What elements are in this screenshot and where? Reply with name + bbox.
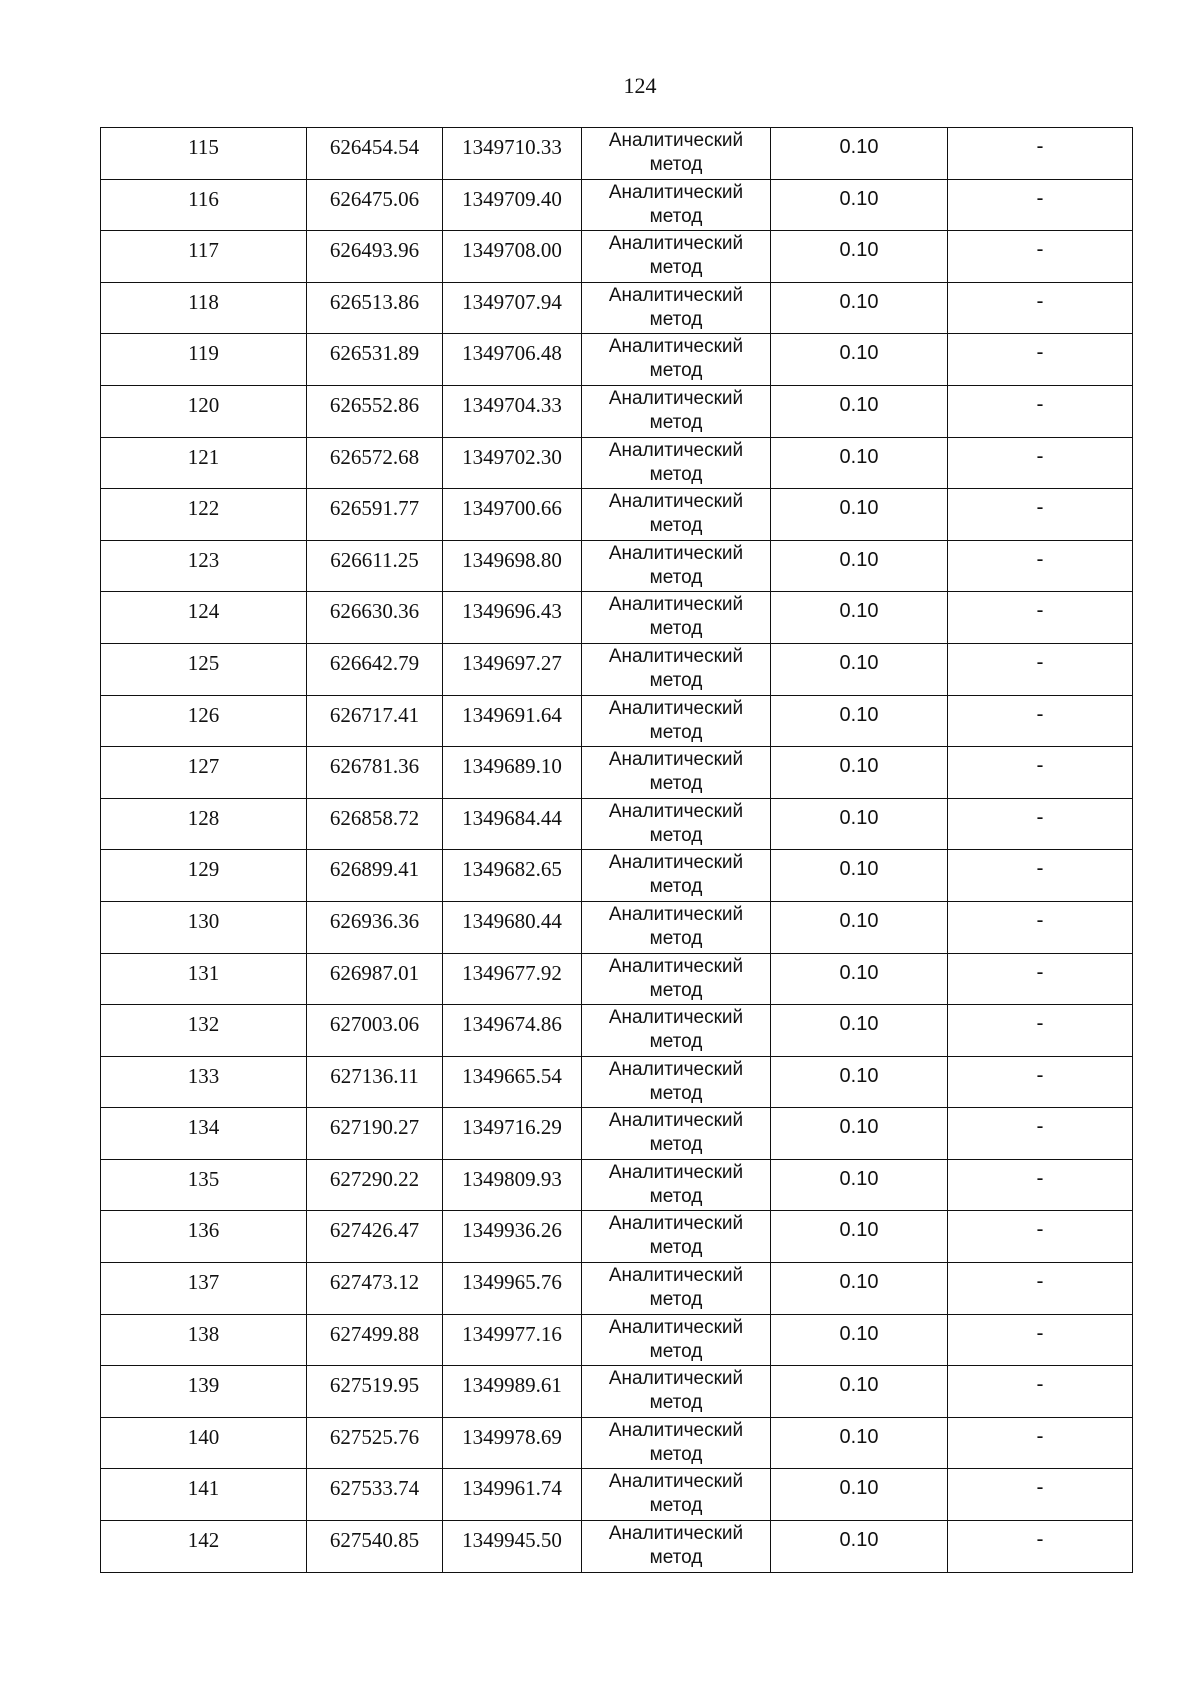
error-cell: 0.10 (771, 953, 948, 1005)
error-cell: 0.10 (771, 437, 948, 489)
x-coordinate-cell: 626591.77 (307, 489, 443, 541)
method-cell (582, 850, 771, 902)
method-line-1: Аналитический (608, 697, 744, 719)
method-line-1: Аналитический (608, 1419, 744, 1441)
method-line-1: Аналитический (608, 1110, 744, 1132)
method-line-2: метод (649, 824, 703, 846)
table-row (101, 953, 1133, 1005)
x-coordinate-cell: 626717.41 (307, 695, 443, 747)
point-number-cell: 136 (101, 1211, 307, 1263)
note-cell: - (948, 1108, 1133, 1160)
point-number-cell: 139 (101, 1366, 307, 1418)
method-line-2: метод (649, 618, 703, 640)
note-cell: - (948, 437, 1133, 489)
note-cell: - (948, 747, 1133, 799)
point-number-cell: 116 (101, 179, 307, 231)
note-cell: - (948, 1314, 1133, 1366)
table-row (101, 1211, 1133, 1263)
y-coordinate-cell: 1349680.44 (443, 901, 582, 953)
x-coordinate-cell: 626552.86 (307, 385, 443, 437)
method-line-1: Аналитический (608, 336, 744, 358)
method-line-1: Аналитический (608, 1471, 744, 1493)
table-row (101, 489, 1133, 541)
x-coordinate-cell: 627426.47 (307, 1211, 443, 1263)
table-row (101, 231, 1133, 283)
table-row (101, 540, 1133, 592)
x-coordinate-cell: 626987.01 (307, 953, 443, 1005)
method-line-2: метод (649, 515, 703, 537)
note-cell: - (948, 1211, 1133, 1263)
method-line-1: Аналитический (608, 1161, 744, 1183)
method-cell (582, 1159, 771, 1211)
method-line-1: Аналитический (608, 594, 744, 616)
note-cell: - (948, 540, 1133, 592)
method-cell (582, 1417, 771, 1469)
x-coordinate-cell: 626531.89 (307, 334, 443, 386)
method-cell (582, 179, 771, 231)
y-coordinate-cell: 1349689.10 (443, 747, 582, 799)
point-number-cell: 131 (101, 953, 307, 1005)
point-number-cell: 123 (101, 540, 307, 592)
method-cell (582, 231, 771, 283)
point-number-cell: 129 (101, 850, 307, 902)
point-number-cell: 118 (101, 282, 307, 334)
method-line-2: метод (649, 1082, 703, 1104)
method-line-2: метод (649, 927, 703, 949)
point-number-cell: 124 (101, 592, 307, 644)
x-coordinate-cell: 627003.06 (307, 1005, 443, 1057)
method-line-1: Аналитический (608, 1213, 744, 1235)
method-line-2: метод (649, 566, 703, 588)
note-cell: - (948, 798, 1133, 850)
table-row (101, 282, 1133, 334)
method-cell (582, 1005, 771, 1057)
table-row (101, 1521, 1133, 1573)
point-number-cell: 130 (101, 901, 307, 953)
method-line-1: Аналитический (608, 852, 744, 874)
note-cell: - (948, 282, 1133, 334)
x-coordinate-cell: 626899.41 (307, 850, 443, 902)
table-row (101, 1263, 1133, 1315)
point-number-cell: 115 (101, 128, 307, 180)
table-row (101, 179, 1133, 231)
method-line-2: метод (649, 721, 703, 743)
method-line-2: метод (649, 1392, 703, 1414)
x-coordinate-cell: 626858.72 (307, 798, 443, 850)
method-line-2: метод (649, 1443, 703, 1465)
method-line-2: метод (649, 308, 703, 330)
y-coordinate-cell: 1349684.44 (443, 798, 582, 850)
error-cell: 0.10 (771, 850, 948, 902)
method-line-1: Аналитический (608, 181, 744, 203)
method-cell (582, 747, 771, 799)
table-row (101, 1108, 1133, 1160)
method-line-2: метод (649, 1495, 703, 1517)
y-coordinate-cell: 1349977.16 (443, 1314, 582, 1366)
note-cell: - (948, 334, 1133, 386)
method-line-1: Аналитический (608, 284, 744, 306)
x-coordinate-cell: 627499.88 (307, 1314, 443, 1366)
error-cell: 0.10 (771, 1159, 948, 1211)
error-cell: 0.10 (771, 1108, 948, 1160)
method-line-1: Аналитический (608, 387, 744, 409)
error-cell: 0.10 (771, 1263, 948, 1315)
method-cell (582, 1521, 771, 1573)
y-coordinate-cell: 1349716.29 (443, 1108, 582, 1160)
method-line-1: Аналитический (608, 955, 744, 977)
method-line-2: метод (649, 1547, 703, 1569)
method-line-1: Аналитический (608, 1007, 744, 1029)
method-line-1: Аналитический (608, 1523, 744, 1545)
method-line-2: метод (649, 876, 703, 898)
error-cell: 0.10 (771, 1521, 948, 1573)
method-line-1: Аналитический (608, 1316, 744, 1338)
note-cell: - (948, 1159, 1133, 1211)
x-coordinate-cell: 626642.79 (307, 643, 443, 695)
method-cell (582, 1366, 771, 1418)
method-cell (582, 901, 771, 953)
note-cell: - (948, 231, 1133, 283)
method-cell (582, 540, 771, 592)
method-line-2: метод (649, 154, 703, 175)
error-cell: 0.10 (771, 901, 948, 953)
table-row (101, 695, 1133, 747)
table-row (101, 643, 1133, 695)
y-coordinate-cell: 1349710.33 (443, 128, 582, 180)
method-line-1: Аналитический (608, 491, 744, 513)
y-coordinate-cell: 1349945.50 (443, 1521, 582, 1573)
y-coordinate-cell: 1349978.69 (443, 1417, 582, 1469)
y-coordinate-cell: 1349677.92 (443, 953, 582, 1005)
x-coordinate-cell: 626781.36 (307, 747, 443, 799)
page-number: 124 (623, 73, 657, 98)
method-line-1: Аналитический (608, 749, 744, 771)
note-cell: - (948, 1417, 1133, 1469)
method-cell (582, 592, 771, 644)
method-line-1: Аналитический (608, 1368, 744, 1390)
note-cell: - (948, 1469, 1133, 1521)
error-cell: 0.10 (771, 798, 948, 850)
y-coordinate-cell: 1349682.65 (443, 850, 582, 902)
y-coordinate-cell: 1349702.30 (443, 437, 582, 489)
point-number-cell: 132 (101, 1005, 307, 1057)
method-cell (582, 385, 771, 437)
error-cell: 0.10 (771, 1469, 948, 1521)
point-number-cell: 122 (101, 489, 307, 541)
point-number-cell: 134 (101, 1108, 307, 1160)
table-row (101, 1005, 1133, 1057)
point-number-cell: 133 (101, 1056, 307, 1108)
point-number-cell: 126 (101, 695, 307, 747)
method-cell (582, 489, 771, 541)
method-cell (582, 282, 771, 334)
table-row (101, 850, 1133, 902)
y-coordinate-cell: 1349809.93 (443, 1159, 582, 1211)
table-row (101, 1366, 1133, 1418)
error-cell: 0.10 (771, 592, 948, 644)
method-cell (582, 798, 771, 850)
method-line-1: Аналитический (608, 800, 744, 822)
x-coordinate-cell: 627525.76 (307, 1417, 443, 1469)
method-line-1: Аналитический (608, 903, 744, 925)
y-coordinate-cell: 1349700.66 (443, 489, 582, 541)
note-cell: - (948, 953, 1133, 1005)
note-cell: - (948, 1263, 1133, 1315)
method-cell (582, 695, 771, 747)
method-cell (582, 437, 771, 489)
table-row (101, 385, 1133, 437)
x-coordinate-cell: 626936.36 (307, 901, 443, 953)
error-cell: 0.10 (771, 385, 948, 437)
table-row (101, 1056, 1133, 1108)
table-row (101, 1469, 1133, 1521)
method-line-1: Аналитический (608, 1058, 744, 1080)
point-number-cell: 125 (101, 643, 307, 695)
table-row (101, 1159, 1133, 1211)
table-row (101, 747, 1133, 799)
method-line-2: метод (649, 1237, 703, 1259)
error-cell: 0.10 (771, 643, 948, 695)
x-coordinate-cell: 626493.96 (307, 231, 443, 283)
error-cell: 0.10 (771, 179, 948, 231)
y-coordinate-cell: 1349709.40 (443, 179, 582, 231)
method-cell (582, 1056, 771, 1108)
error-cell: 0.10 (771, 128, 948, 180)
method-line-2: метод (649, 411, 703, 433)
point-number-cell: 137 (101, 1263, 307, 1315)
x-coordinate-cell: 626513.86 (307, 282, 443, 334)
point-number-cell: 141 (101, 1469, 307, 1521)
note-cell: - (948, 385, 1133, 437)
x-coordinate-cell: 626611.25 (307, 540, 443, 592)
x-coordinate-cell: 627190.27 (307, 1108, 443, 1160)
point-number-cell: 135 (101, 1159, 307, 1211)
method-line-2: метод (649, 979, 703, 1001)
coordinates-table (100, 127, 1133, 1573)
error-cell: 0.10 (771, 1056, 948, 1108)
error-cell: 0.10 (771, 1366, 948, 1418)
table-row (101, 1417, 1133, 1469)
error-cell: 0.10 (771, 1211, 948, 1263)
note-cell: - (948, 179, 1133, 231)
table-body (101, 128, 1133, 1573)
error-cell: 0.10 (771, 1005, 948, 1057)
method-line-2: метод (649, 1289, 703, 1311)
point-number-cell: 121 (101, 437, 307, 489)
table-row (101, 437, 1133, 489)
y-coordinate-cell: 1349698.80 (443, 540, 582, 592)
method-line-1: Аналитический (608, 542, 744, 564)
x-coordinate-cell: 626630.36 (307, 592, 443, 644)
y-coordinate-cell: 1349691.64 (443, 695, 582, 747)
method-line-2: метод (649, 1340, 703, 1362)
table-row (101, 798, 1133, 850)
note-cell: - (948, 643, 1133, 695)
x-coordinate-cell: 627540.85 (307, 1521, 443, 1573)
table-row (101, 901, 1133, 953)
error-cell: 0.10 (771, 231, 948, 283)
x-coordinate-cell: 626475.06 (307, 179, 443, 231)
method-line-2: метод (649, 463, 703, 485)
y-coordinate-cell: 1349697.27 (443, 643, 582, 695)
error-cell: 0.10 (771, 282, 948, 334)
note-cell: - (948, 1056, 1133, 1108)
x-coordinate-cell: 627473.12 (307, 1263, 443, 1315)
error-cell: 0.10 (771, 489, 948, 541)
method-cell (582, 1314, 771, 1366)
method-cell (582, 128, 771, 180)
note-cell: - (948, 128, 1133, 180)
note-cell: - (948, 489, 1133, 541)
x-coordinate-cell: 626572.68 (307, 437, 443, 489)
x-coordinate-cell: 627290.22 (307, 1159, 443, 1211)
note-cell: - (948, 901, 1133, 953)
y-coordinate-cell: 1349965.76 (443, 1263, 582, 1315)
table-row (101, 1314, 1133, 1366)
y-coordinate-cell: 1349708.00 (443, 231, 582, 283)
method-cell (582, 1211, 771, 1263)
error-cell: 0.10 (771, 334, 948, 386)
note-cell: - (948, 1005, 1133, 1057)
y-coordinate-cell: 1349665.54 (443, 1056, 582, 1108)
error-cell: 0.10 (771, 1417, 948, 1469)
method-line-2: метод (649, 360, 703, 382)
method-line-1: Аналитический (608, 233, 744, 255)
error-cell: 0.10 (771, 695, 948, 747)
method-line-1: Аналитический (608, 130, 744, 151)
table-row (101, 592, 1133, 644)
method-line-2: метод (649, 669, 703, 691)
y-coordinate-cell: 1349674.86 (443, 1005, 582, 1057)
method-line-2: метод (649, 257, 703, 279)
method-cell (582, 1469, 771, 1521)
method-line-2: метод (649, 1185, 703, 1207)
point-number-cell: 127 (101, 747, 307, 799)
y-coordinate-cell: 1349989.61 (443, 1366, 582, 1418)
method-cell (582, 1263, 771, 1315)
error-cell: 0.10 (771, 1314, 948, 1366)
y-coordinate-cell: 1349704.33 (443, 385, 582, 437)
note-cell: - (948, 1521, 1133, 1573)
x-coordinate-cell: 626454.54 (307, 128, 443, 180)
note-cell: - (948, 695, 1133, 747)
method-cell (582, 643, 771, 695)
method-line-1: Аналитический (608, 439, 744, 461)
y-coordinate-cell: 1349936.26 (443, 1211, 582, 1263)
method-line-2: метод (649, 1134, 703, 1156)
error-cell: 0.10 (771, 540, 948, 592)
y-coordinate-cell: 1349706.48 (443, 334, 582, 386)
method-cell (582, 334, 771, 386)
method-cell (582, 1108, 771, 1160)
method-line-2: метод (649, 1031, 703, 1053)
x-coordinate-cell: 627519.95 (307, 1366, 443, 1418)
y-coordinate-cell: 1349961.74 (443, 1469, 582, 1521)
method-line-2: метод (649, 205, 703, 227)
point-number-cell: 117 (101, 231, 307, 283)
method-cell (582, 953, 771, 1005)
table-row (101, 334, 1133, 386)
y-coordinate-cell: 1349696.43 (443, 592, 582, 644)
note-cell: - (948, 850, 1133, 902)
y-coordinate-cell: 1349707.94 (443, 282, 582, 334)
error-cell: 0.10 (771, 747, 948, 799)
point-number-cell: 128 (101, 798, 307, 850)
method-line-1: Аналитический (608, 645, 744, 667)
x-coordinate-cell: 627533.74 (307, 1469, 443, 1521)
point-number-cell: 120 (101, 385, 307, 437)
method-line-2: метод (649, 773, 703, 795)
point-number-cell: 142 (101, 1521, 307, 1573)
note-cell: - (948, 1366, 1133, 1418)
method-line-1: Аналитический (608, 1265, 744, 1287)
point-number-cell: 140 (101, 1417, 307, 1469)
table-row (101, 128, 1133, 180)
point-number-cell: 119 (101, 334, 307, 386)
point-number-cell: 138 (101, 1314, 307, 1366)
x-coordinate-cell: 627136.11 (307, 1056, 443, 1108)
note-cell: - (948, 592, 1133, 644)
